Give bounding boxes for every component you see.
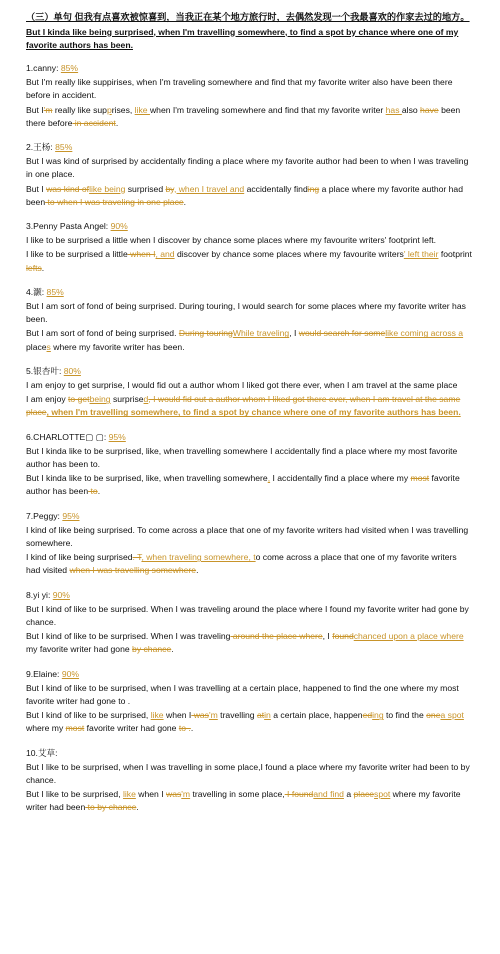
kept-text: favorite author has been — [26, 473, 460, 497]
original-sentence: I kind of like being surprised. To come across a place that one of my favorite writers had visited when I was travelling somewhere. — [26, 524, 469, 548]
inserted-text: While traveling — [232, 328, 290, 339]
kept-text: . — [183, 196, 187, 207]
kept-text: I accidentally find a place where my — [270, 473, 411, 484]
corrected-sentence — [26, 551, 472, 577]
deleted-text: when I was travelling somewhere — [69, 565, 197, 576]
inserted-text: , when I travel and — [173, 183, 245, 194]
deleted-text: lefts — [26, 262, 42, 273]
exercise-title: （三）单句 但我有点喜欢被惊喜到，当我正在某个地方旅行时，去偶然发现一个我最喜欢的作家去过的地方。 — [26, 12, 470, 22]
kept-text: when I — [135, 789, 166, 800]
kept-text: where my favorite writer has been. — [50, 341, 185, 352]
entry-header — [26, 365, 472, 378]
deleted-text: to — [88, 486, 98, 497]
kept-text: But I kind of like to be surprised. When I was traveling — [26, 631, 231, 642]
deleted-text: to . — [178, 723, 191, 734]
deleted-text: During touring — [178, 328, 233, 339]
entry-score: 80% — [63, 365, 81, 376]
corrected-sentence — [26, 248, 472, 274]
deleted-text: most — [410, 473, 430, 484]
kept-text: rises, — [111, 104, 135, 115]
kept-text: favorite writer had gone — [84, 723, 179, 734]
inserted-text: has — [385, 104, 402, 115]
entry-author: 4.灏: — [26, 286, 47, 297]
kept-text: discover by chance some places where my favourite writers — [174, 249, 404, 260]
deleted-text: most — [65, 723, 85, 734]
entry-score: 90% — [61, 668, 80, 679]
entry-header — [26, 220, 472, 233]
entry-score: 85% — [46, 286, 64, 297]
entry — [26, 747, 472, 815]
entry-header — [26, 431, 472, 444]
kept-text: , I — [322, 631, 333, 642]
inserted-text: , — [267, 473, 271, 484]
inserted-text: s — [46, 341, 51, 352]
kept-text: But I — [26, 183, 47, 194]
inserted-text: ' left their — [403, 249, 439, 260]
inserted-text: ing — [372, 710, 384, 721]
kept-text: . — [115, 117, 119, 128]
deleted-text: in accident — [72, 117, 116, 128]
entry-header — [26, 668, 472, 681]
corrected-sentence — [26, 183, 472, 209]
kept-text: . — [41, 262, 45, 273]
deleted-text: was — [191, 710, 209, 721]
kept-text: But I kinda like to be surprised, like, when travelling somewhere — [26, 473, 268, 484]
inserted-text: a spot — [440, 710, 464, 721]
kept-text: to find the — [383, 710, 427, 721]
entries-list — [26, 62, 472, 815]
deleted-text: one — [426, 710, 441, 721]
entry — [26, 220, 472, 275]
corrected-sentence — [26, 788, 472, 814]
inserted-text: , when traveling somewhere, t — [141, 552, 256, 563]
kept-text: where my favorite writer had been — [26, 789, 461, 813]
deleted-text: by — [165, 183, 174, 194]
kept-text: . — [190, 723, 194, 734]
inserted-text: spot — [374, 789, 391, 800]
entry-author: 8.yi yi: — [26, 589, 53, 600]
kept-text: surprise — [110, 394, 144, 405]
inserted-text: being — [89, 394, 111, 405]
kept-text: I like to be surprised a little — [26, 249, 128, 260]
kept-text: travelling — [217, 710, 257, 721]
kept-text: I am enjoy — [26, 394, 69, 405]
entry-score: 95% — [62, 510, 80, 521]
inserted-text: , and — [155, 249, 175, 260]
kept-text: place — [26, 341, 47, 352]
kept-text: . — [171, 644, 174, 655]
inserted-text: like — [134, 104, 150, 115]
inserted-text: like — [150, 710, 164, 721]
deleted-text: would search for some — [298, 328, 386, 339]
deleted-text: . T — [132, 552, 142, 563]
inserted-text: d — [143, 394, 149, 405]
kept-text: I kind of like being surprised — [26, 552, 133, 563]
deleted-text: when I — [127, 249, 156, 260]
original-sentence: But I kind of like to be surprised. When I was traveling around the place where I found my favorite writer had gone by chance. — [26, 603, 469, 628]
original-sentence: I am enjoy to get surprise, I would fid out a author whom I liked got there ever, when I am travel at the same place — [26, 379, 458, 390]
entry — [26, 668, 472, 736]
entry-header — [26, 62, 472, 75]
corrected-sentence — [26, 104, 472, 130]
inserted-text: like — [122, 789, 136, 800]
entry — [26, 62, 472, 130]
entry-header — [26, 510, 472, 523]
deleted-text: place — [353, 789, 375, 800]
entry — [26, 286, 472, 354]
original-sentence: But I kinda like to be surprised, like, when travelling somewhere I accidentally find a place where my most favorite author has been to. — [26, 445, 458, 469]
entry — [26, 141, 472, 209]
entry — [26, 365, 472, 420]
entry-score: 90% — [52, 589, 70, 600]
entry-author: 5.银杏叶: — [26, 365, 64, 376]
entry-author: 1.canny: — [26, 62, 61, 73]
kept-text: also — [401, 104, 421, 115]
kept-text: . — [97, 486, 101, 497]
deleted-text: at — [256, 710, 265, 721]
kept-text: But I am sort of fond of being surprised. — [26, 328, 179, 339]
kept-text: travelling in some place, — [190, 789, 285, 800]
corrected-sentence — [26, 327, 472, 353]
original-sentence: But I like to be surprised, when I was travelling in some place,I found a place where my favorite writer had been to by chance. — [26, 761, 470, 786]
deleted-text: I found — [284, 789, 314, 800]
kept-text: when I — [163, 710, 192, 721]
inserted-text: 'm — [208, 710, 218, 721]
kept-text: a certain place, happen — [270, 710, 363, 721]
kept-text: footprint — [438, 249, 472, 260]
deleted-text: 'm — [43, 104, 53, 115]
corrected-sentence — [26, 472, 472, 498]
inserted-text: like being — [89, 183, 126, 194]
entry-author: 2.王杨: — [26, 141, 56, 152]
kept-text: . — [196, 565, 199, 576]
entry-header — [26, 747, 472, 760]
deleted-text: to when I was traveling in one place — [45, 196, 184, 207]
kept-text: , I — [289, 328, 299, 339]
kept-text: But I like to be surprised, — [26, 789, 123, 800]
corrected-sentence — [26, 393, 472, 419]
deleted-text: was kind of — [46, 183, 90, 194]
deleted-text: have — [420, 104, 439, 115]
reference-sentence: But I kinda like being surprised, when I'm travelling somewhere, to find a spot by chance where one of my favorite authors has been. — [26, 26, 459, 50]
deleted-text: ing — [307, 183, 320, 194]
inserted-text: and find — [313, 789, 344, 800]
inserted-text: chanced upon a place where — [353, 631, 464, 642]
deleted-text: to by chance — [85, 802, 137, 813]
entry-header — [26, 589, 472, 602]
inserted-text: 'm — [181, 789, 191, 800]
deleted-text: found — [332, 631, 354, 642]
entry-header — [26, 286, 472, 299]
inserted-text: p — [106, 104, 112, 115]
kept-text: my favorite writer had gone — [26, 644, 133, 655]
original-sentence: But I was kind of surprised by accidentally finding a place where my favorite author had been to when I was traveling in one place. — [26, 156, 469, 180]
original-sentence: But I'm really like suppirises, when I'm traveling somewhere and find that my favorite writer also have been there before in accident. — [26, 77, 453, 101]
kept-text: a place where my favorite author had been — [26, 183, 463, 207]
deleted-text: ed — [362, 710, 373, 721]
kept-text: But I kind of like to be surprised, — [26, 710, 151, 721]
kept-text: But I — [26, 104, 44, 115]
inserted-text: like coming across a — [385, 328, 464, 339]
entry — [26, 510, 472, 578]
original-sentence: But I am sort of fond of being surprised. During touring, I would search for some places where my favorite writer has been. — [26, 300, 466, 325]
kept-text: surprised — [125, 183, 166, 194]
entry-score: 85% — [60, 62, 79, 73]
entry-author: 7.Peggy: — [26, 510, 63, 521]
kept-text: . — [136, 802, 139, 813]
inserted-text: , when I'm travelling somewhere, to find a spot by chance where one of my favorite authors has been. — [46, 407, 461, 418]
kept-text: really like sup — [52, 104, 107, 115]
kept-text: where my — [26, 723, 66, 734]
entry-author: 6.CHARLOTTE▢ ▢: — [26, 431, 109, 442]
entry-author: 10.艾草: — [26, 747, 58, 758]
deleted-text: was — [165, 789, 182, 800]
kept-text: a — [343, 789, 354, 800]
corrected-sentence — [26, 630, 472, 656]
corrected-sentence — [26, 709, 472, 735]
deleted-text: around the place where — [230, 631, 323, 642]
deleted-text: by chance — [132, 644, 172, 655]
entry-header — [26, 141, 472, 154]
entry — [26, 589, 472, 657]
original-sentence: I like to be surprised a little when I discover by chance some places where my favourite writers' footprint left. — [26, 235, 437, 246]
kept-text: been there before — [26, 104, 461, 128]
entry-author: 3.Penny Pasta Angel: — [26, 220, 111, 231]
original-sentence: But I kind of like to be surprised, when I was travelling at a certain place, happened to find the one where my most favorite writer had gone to . — [26, 682, 459, 707]
entry-score: 85% — [55, 141, 73, 152]
kept-text: o come across a place that one of my favorite writers had visited — [26, 552, 457, 576]
inserted-text: in — [264, 710, 271, 721]
entry — [26, 431, 472, 499]
entry-score: 90% — [110, 220, 128, 231]
entry-score: 95% — [108, 431, 126, 442]
kept-text: accidentally find — [244, 183, 308, 194]
deleted-text: , I would fid out a author whom I liked got there ever, when I am travel at the same place — [26, 394, 461, 418]
entry-author: 9.Elaine: — [26, 668, 62, 679]
kept-text: when I'm traveling somewhere and find that my favorite writer — [149, 104, 386, 115]
deleted-text: to get — [68, 394, 90, 405]
